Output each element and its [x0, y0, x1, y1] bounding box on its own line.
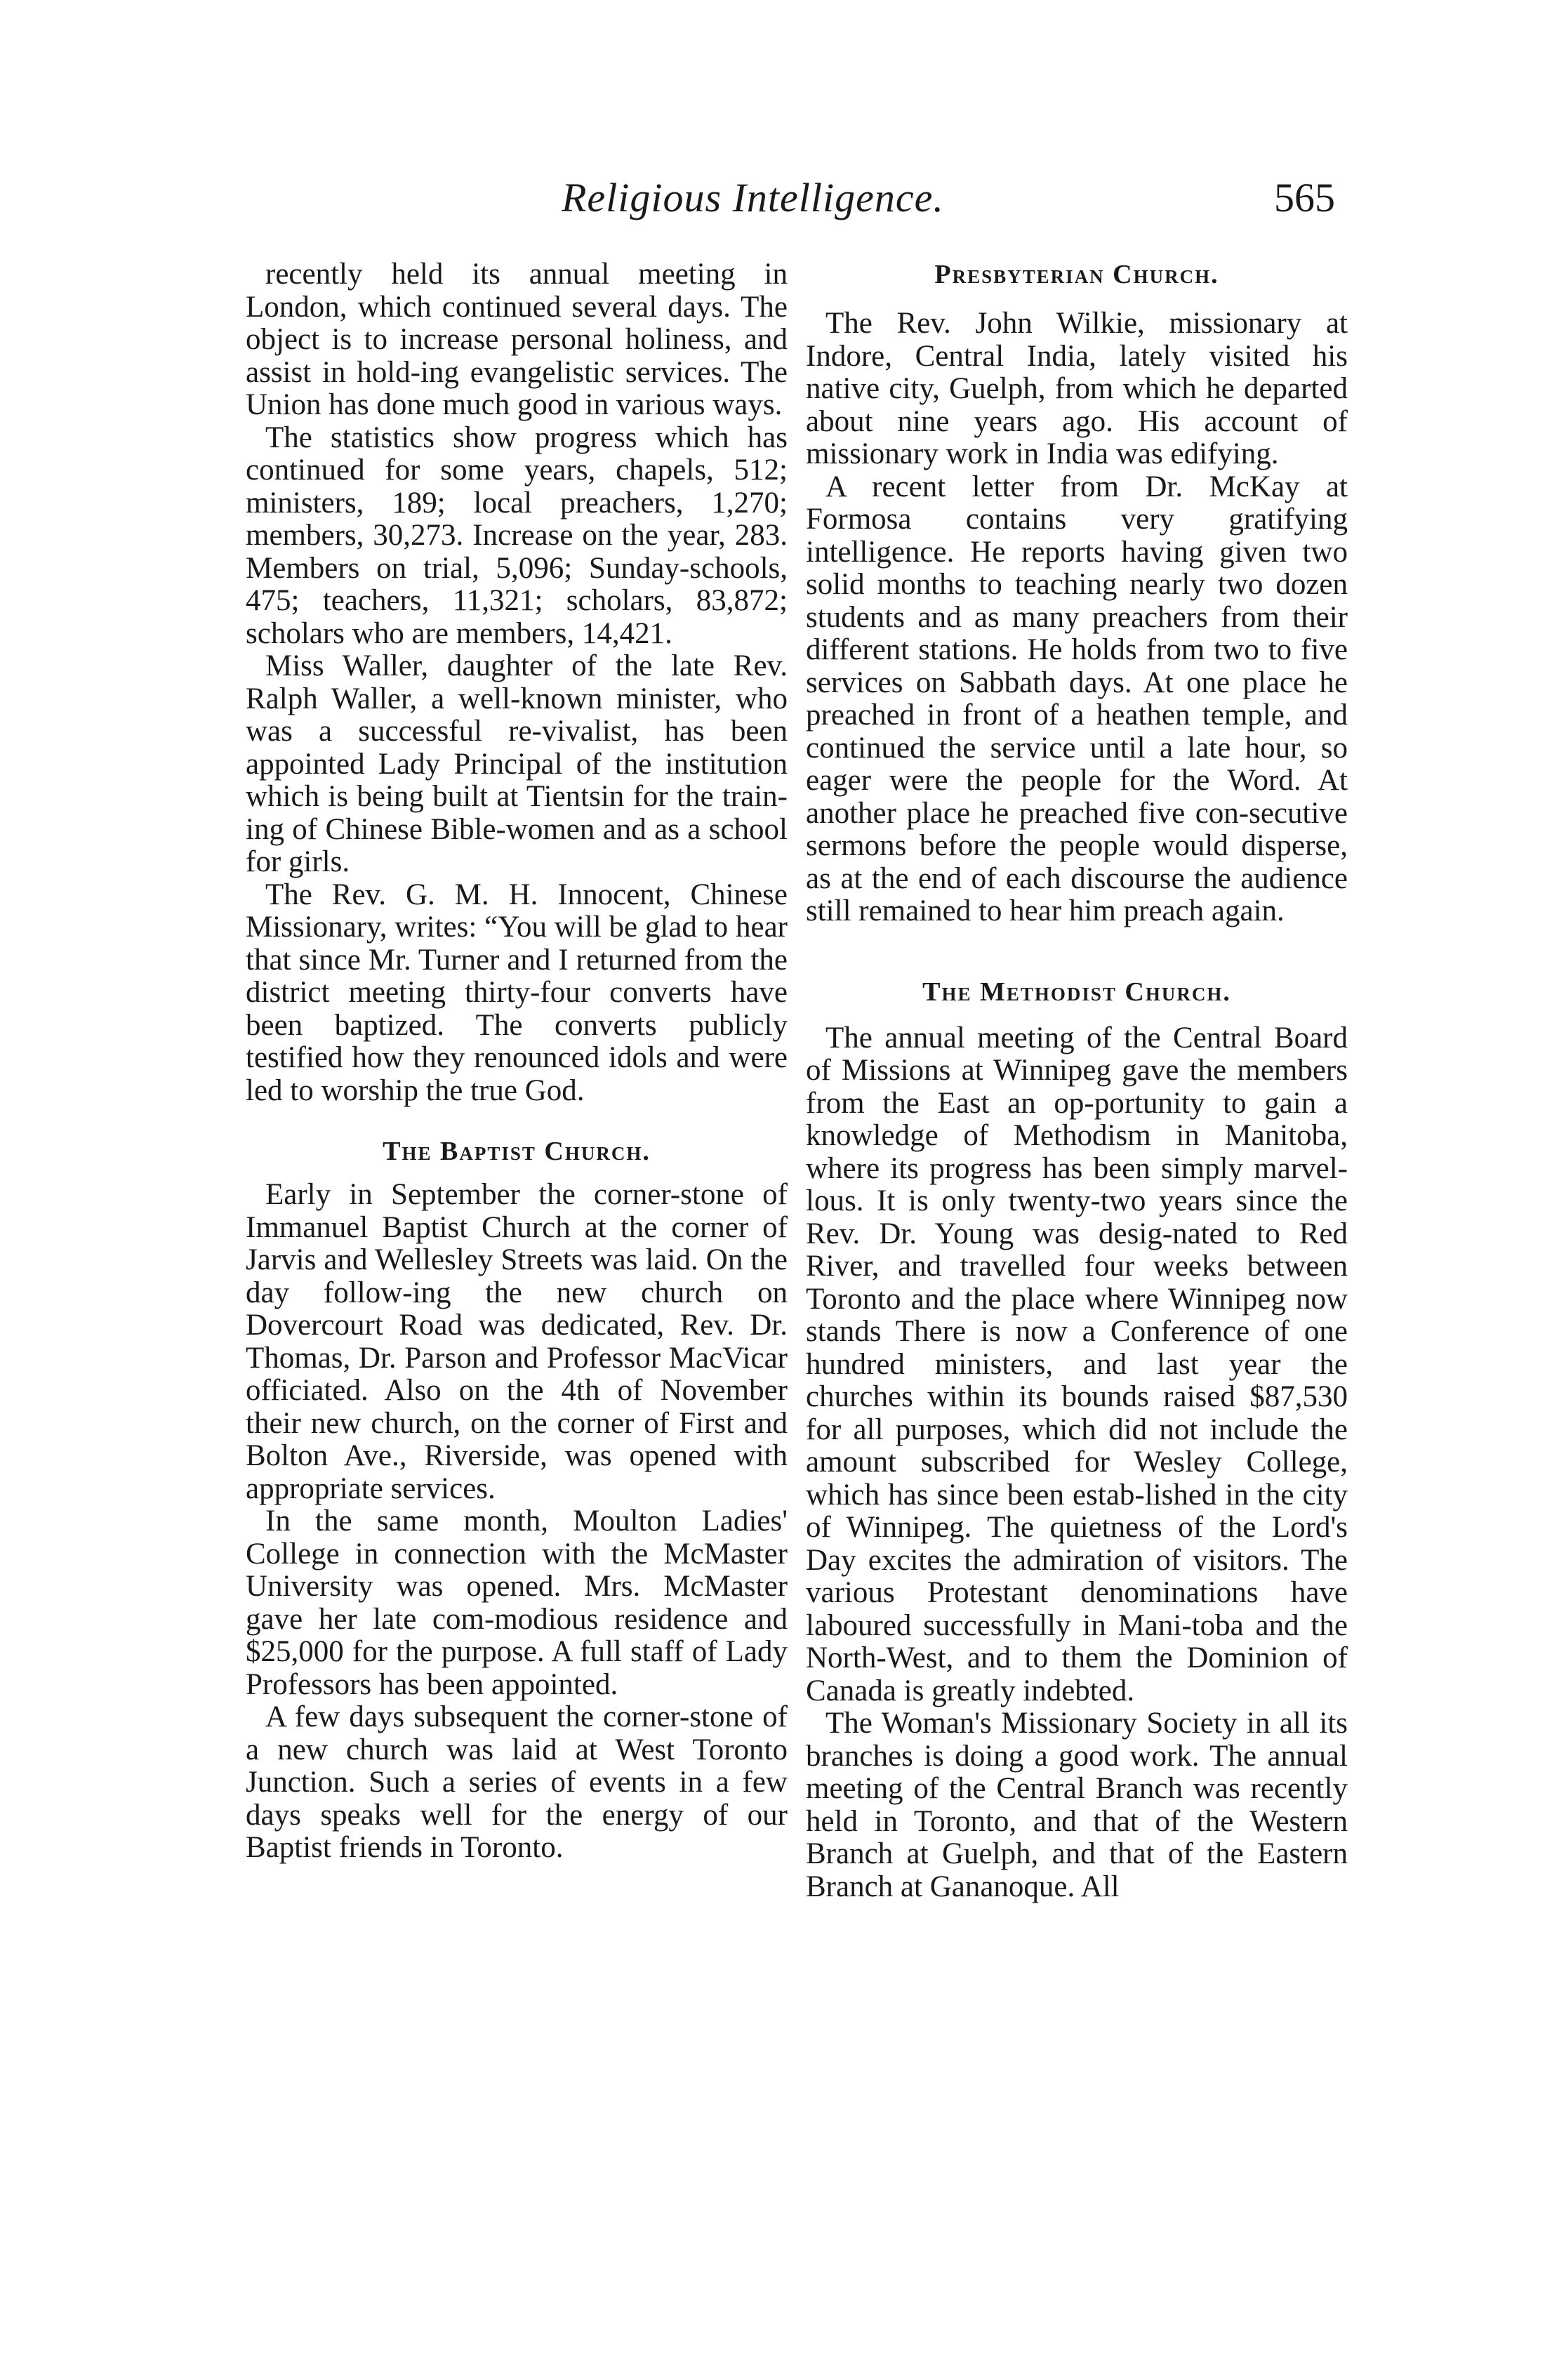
section-heading-baptist: The Baptist Church. [383, 1137, 651, 1166]
paragraph: recently held its annual meeting in London, which continued several days. The object is to increase personal holiness, and assist in hold-ing evangelistic services. The Union has done much good in various ways. [246, 258, 788, 421]
section-heading-methodist: The Methodist Church. [922, 977, 1231, 1007]
left-column [246, 258, 788, 1865]
paragraph: Early in September the corner-stone of Immanuel Baptist Church at the corner of Jarvis and Wellesley Streets was laid. On the day follow-ing the new church on Dovercourt Road was dedicated, Rev. Dr. Thomas, Dr. Parson and Professor MacVicar officiated. Also on the 4th of November their new church, on the corner of First and Bolton Ave., Riverside, was opened with appropriate services. [246, 1178, 788, 1505]
paragraph: The annual meeting of the Central Board of Missions at Winnipeg gave the members from the East an op-portunity to gain a knowledge of Methodism in Manitoba, where its progress has been simply marvel-lous. It is only twenty-two years since the Rev. Dr. Young was desig-nated to Red River, and travelled four weeks between Toronto and the place where Winnipeg now stands There is now a Conference of one hundred ministers, and last year the churches within its bounds raised $87,530 for all purposes, which did not include the amount subscribed for Wesley College, which has since been estab-lished in the city of Winnipeg. The quietness of the Lord's Day excites the admiration of visitors. The various Protestant denominations have laboured successfully in Mani-toba and the North-West, and to them the Dominion of Canada is greatly indebted. [806, 1021, 1348, 1707]
section-heading-presbyterian: Presbyterian Church. [934, 260, 1219, 289]
paragraph: The statistics show progress which has continued for some years, chapels, 512; ministers, 189; local preachers, 1,270; members, 30,273. Increase on the year, 283. Members on trial, 5,096; Sunday-schools, 475; teachers, 11,321; scholars, 83,872; scholars who are members, 14,421. [246, 421, 788, 650]
paragraph: The Woman's Missionary Society in all its branches is doing a good work. The annual meeting of the Central Branch was recently held in Toronto, and that of the Western Branch at Guelph, and that of the Eastern Branch at Gananoque. All [806, 1707, 1348, 1903]
running-head [0, 174, 1552, 230]
paragraph: The Rev. G. M. H. Innocent, Chinese Missionary, writes: “You will be glad to hear that since Mr. Turner and I returned from the district meeting thirty-four converts have been baptized. The converts publicly testified how they renounced idols and were led to worship the true God. [246, 878, 788, 1107]
page-number: 565 [1274, 175, 1335, 220]
running-title: Religious Intelligence. [562, 175, 944, 220]
paragraph: Miss Waller, daughter of the late Rev. Ralph Waller, a well-known minister, who was a successful re-vivalist, has been appointed Lady Principal of the institution which is being built at Tientsin for the train-ing of Chinese Bible-women and as a school for girls. [246, 649, 788, 878]
right-column [806, 258, 1348, 1903]
paragraph: In the same month, Moulton Ladies' College in connection with the McMaster University was opened. Mrs. McMaster gave her late com-modious residence and $25,000 for the purpose. A full staff of Lady Professors has been appointed. [246, 1505, 788, 1701]
paragraph: A recent letter from Dr. McKay at Formosa contains very gratifying intelligence. He reports having given two solid months to teaching nearly two dozen students and as many preachers from their different stations. He holds from two to five services on Sabbath days. At one place he preached in front of a heathen temple, and continued the service until a late hour, so eager were the people for the Word. At another place he preached five con-secutive sermons before the people would disperse, as at the end of each discourse the audience still remained to hear him preach again. [806, 470, 1348, 927]
paragraph: A few days subsequent the corner-stone of a new church was laid at West Toronto Junction. Such a series of events in a few days speaks well for the energy of our Baptist friends in Toronto. [246, 1700, 788, 1864]
paragraph: The Rev. John Wilkie, missionary at Indore, Central India, lately visited his native city, Guelph, from which he departed about nine years ago. His account of missionary work in India was edifying. [806, 307, 1348, 470]
